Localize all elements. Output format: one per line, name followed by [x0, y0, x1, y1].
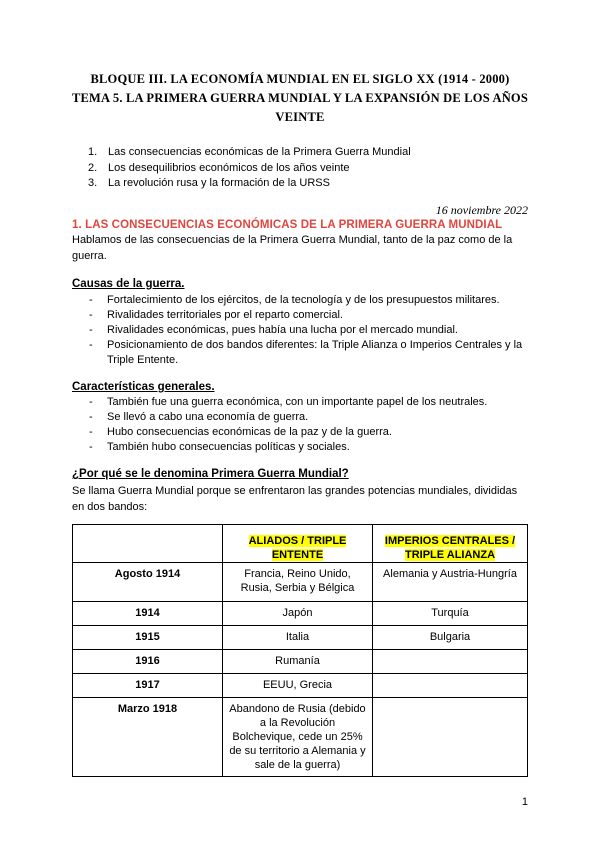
header-cell-central — [373, 525, 528, 563]
table-row — [73, 674, 528, 698]
toc-item: 2. Los desequilibrios económicos de los años veinte — [88, 161, 350, 174]
row-year: 1916 — [73, 650, 223, 674]
list-item: - Fortalecimiento de los ejércitos, de la tecnología y de los presupuestos militares. — [88, 293, 528, 308]
title-line-1: BLOQUE III. LA ECONOMÍA MUNDIAL EN EL SIGLO XX (1914 - 2000) — [90, 72, 510, 86]
table-header-row — [73, 525, 528, 563]
list-item: - Rivalidades económicas, pues había una lucha por el mercado mundial. — [88, 323, 528, 338]
row-central — [373, 674, 528, 698]
features-list — [88, 395, 528, 455]
row-year: Agosto 1914 — [73, 563, 223, 602]
date: 16 noviembre 2022 — [435, 203, 528, 217]
causes-heading: Causas de la guerra. — [72, 278, 185, 290]
table-row — [73, 626, 528, 650]
row-central: Alemania y Austria-Hungría — [373, 563, 528, 602]
list-item: - Se llevó a cabo una economía de guerra. — [88, 410, 528, 425]
row-allies: Japón — [223, 602, 373, 626]
intro-paragraph: Hablamos de las consecuencias de la Primera Guerra Mundial, tanto de la paz como de la guerra. — [72, 234, 513, 262]
row-central — [373, 698, 528, 777]
alliances-table — [72, 524, 528, 777]
toc-item: 3. La revolución rusa y la formación de la URSS — [88, 177, 330, 189]
table-row — [73, 563, 528, 602]
title-line-2: TEMA 5. LA PRIMERA GUERRA MUNDIAL Y LA EXPANSIÓN DE LOS AÑOS — [71, 91, 529, 105]
list-item: - También hubo consecuencias políticas y sociales. — [88, 440, 528, 455]
row-central: Bulgaria — [373, 626, 528, 650]
row-allies: Abandono de Rusia (debido a la Revolución Bolchevique, cede un 25% de su territorio a Alemania y sale de la guerra) — [223, 698, 373, 777]
section-heading: 1. LAS CONSECUENCIAS ECONÓMICAS DE LA PRIMERA GUERRA MUNDIAL — [72, 219, 503, 231]
toc-item: 1. Las consecuencias económicas de la Primera Guerra Mundial — [88, 146, 411, 158]
row-year: Marzo 1918 — [73, 698, 223, 777]
row-allies: EEUU, Grecia — [223, 674, 373, 698]
row-allies: Francia, Reino Unido, Rusia, Serbia y Bélgica — [223, 563, 373, 602]
page-number: 1 — [521, 796, 528, 808]
row-year: 1915 — [73, 626, 223, 650]
list-item: - Hubo consecuencias económicas de la paz y de la guerra. — [88, 425, 528, 440]
row-central: Turquía — [373, 602, 528, 626]
causes-list — [88, 293, 528, 368]
header-allies-label: ALIADOS / TRIPLE ENTENTE — [248, 535, 347, 561]
document-title — [60, 70, 540, 127]
title-line-3: VEINTE — [275, 110, 325, 124]
why-heading: ¿Por qué se le denomina Primera Guerra Mundial? — [72, 468, 349, 480]
features-heading: Características generales. — [72, 381, 215, 393]
table-row — [73, 698, 528, 777]
header-central-label: IMPERIOS CENTRALES / TRIPLE ALIANZA — [384, 535, 516, 561]
header-cell-empty — [73, 525, 223, 563]
list-item: - Posicionamiento de dos bandos diferentes: la Triple Alianza o Imperios Centrales y la Triple Entente. — [88, 338, 528, 368]
table-row — [73, 602, 528, 626]
row-year: 1914 — [73, 602, 223, 626]
why-paragraph: Se llama Guerra Mundial porque se enfrentaron las grandes potencias mundiales, divididas en dos bandos: — [72, 485, 518, 513]
row-year: 1917 — [73, 674, 223, 698]
row-allies: Italia — [223, 626, 373, 650]
header-cell-allies — [223, 525, 373, 563]
row-allies: Rumanía — [223, 650, 373, 674]
row-central — [373, 650, 528, 674]
list-item: - También fue una guerra económica, con un importante papel de los neutrales. — [88, 395, 528, 410]
list-item: - Rivalidades territoriales por el reparto comercial. — [88, 308, 528, 323]
table-row — [73, 650, 528, 674]
table-of-contents — [88, 145, 411, 192]
